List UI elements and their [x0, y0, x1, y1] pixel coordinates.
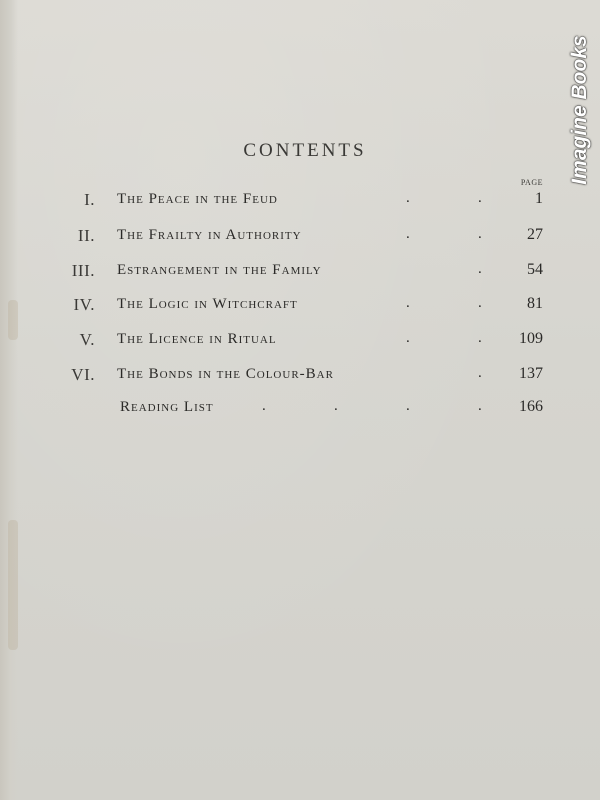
- chapter-title: The Logic in Witchcraft: [117, 296, 298, 312]
- toc-entry: [0, 398, 600, 424]
- page-number: 137: [519, 365, 543, 382]
- toc-entry: [0, 226, 600, 252]
- page-number: 81: [527, 295, 543, 312]
- leader-dot: .: [478, 190, 482, 206]
- chapter-title: The Licence in Ritual: [117, 331, 277, 347]
- leader-dot: .: [406, 295, 410, 311]
- leader-dot: .: [478, 226, 482, 242]
- toc-entry: [0, 190, 600, 216]
- page-number: 27: [527, 226, 543, 243]
- toc-entry: [0, 295, 600, 321]
- chapter-number: II.: [77, 226, 95, 245]
- toc-entry: [0, 330, 600, 356]
- chapter-title: The Bonds in the Colour-Bar: [117, 366, 334, 382]
- page-column-heading: PAGE: [520, 178, 543, 187]
- leader-dot: .: [406, 330, 410, 346]
- toc-entry: [0, 261, 600, 287]
- leader-dot: .: [478, 330, 482, 346]
- chapter-title: The Peace in the Feud: [117, 191, 278, 207]
- page-number: 166: [519, 398, 543, 415]
- leader-dot: .: [478, 398, 482, 414]
- chapter-title: The Frailty in Authority: [117, 227, 302, 243]
- leader-dot: .: [478, 365, 482, 381]
- contents-title: CONTENTS: [243, 140, 367, 161]
- leader-dot: .: [406, 398, 410, 414]
- leader-dot: .: [406, 226, 410, 242]
- leader-dot: .: [334, 398, 338, 414]
- page-number: 54: [527, 261, 543, 278]
- chapter-number: I.: [84, 190, 95, 209]
- chapter-title: Estrangement in the Family: [117, 262, 322, 278]
- chapter-number: III.: [71, 261, 95, 280]
- toc-entry: [0, 365, 600, 391]
- leader-dot: .: [262, 398, 266, 414]
- watermark-text: Imagine Books: [568, 35, 591, 185]
- chapter-number: VI.: [71, 365, 95, 384]
- leader-dot: .: [478, 295, 482, 311]
- chapter-number: V.: [79, 330, 95, 349]
- page-number: 1: [535, 190, 543, 207]
- leader-dot: .: [478, 261, 482, 277]
- chapter-number: IV.: [73, 295, 95, 314]
- leader-dot: .: [406, 190, 410, 206]
- page-number: 109: [519, 330, 543, 347]
- chapter-title: Reading List: [120, 399, 214, 415]
